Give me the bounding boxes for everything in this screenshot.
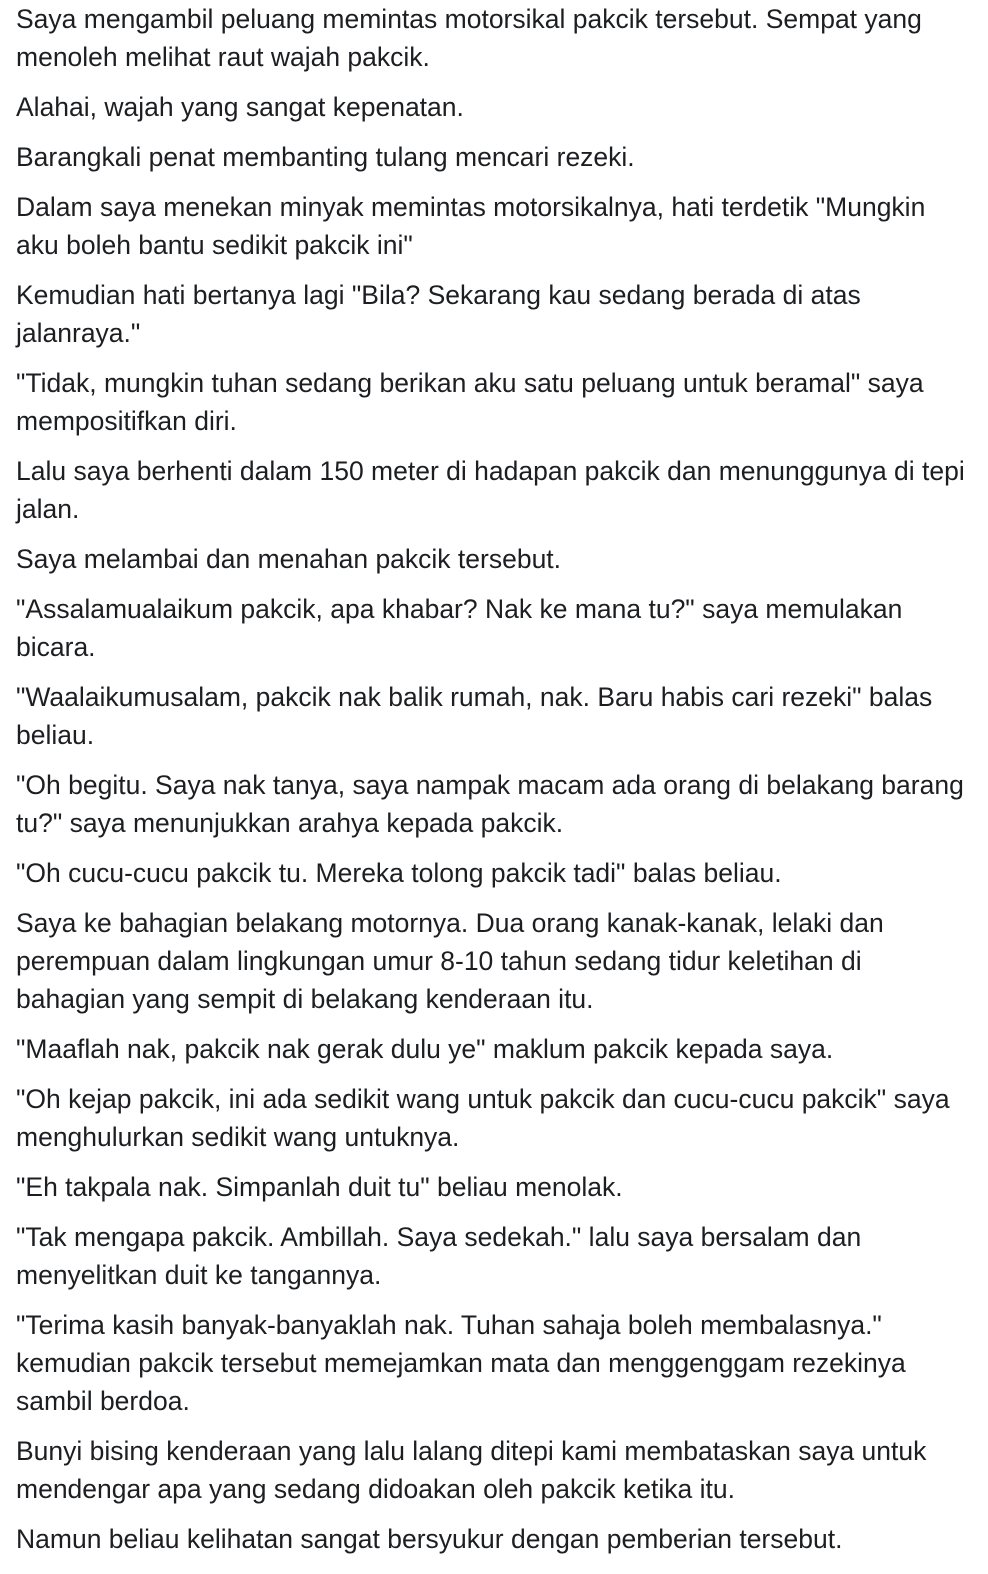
post-paragraph: "Maaflah nak, pakcik nak gerak dulu ye" maklum pakcik kepada saya.: [16, 1034, 834, 1064]
post-paragraph: Saya melambai dan menahan pakcik tersebut.: [16, 544, 562, 574]
post-paragraph: Barangkali penat membanting tulang mencari rezeki.: [16, 142, 635, 172]
post-paragraph: "Oh kejap pakcik, ini ada sedikit wang untuk pakcik dan cucu-cucu pakcik" saya menghulurkan sedikit wang untuknya.: [16, 1084, 950, 1152]
post-paragraph: Dalam saya menekan minyak memintas motorsikalnya, hati terdetik "Mungkin aku boleh bantu sedikit pakcik ini": [16, 192, 926, 260]
post-paragraph: "Tak mengapa pakcik. Ambillah. Saya sedekah." lalu saya bersalam dan menyelitkan duit ke tangannya.: [16, 1222, 862, 1290]
post-paragraph: Lalu saya berhenti dalam 150 meter di hadapan pakcik dan menunggunya di tepi jalan.: [16, 456, 965, 524]
post-paragraph: Bunyi bising kenderaan yang lalu lalang ditepi kami membataskan saya untuk mendengar apa yang sedang didoakan oleh pakcik ketika itu.: [16, 1436, 927, 1504]
post-paragraph: Kemudian hati bertanya lagi "Bila? Sekarang kau sedang berada di atas jalanraya.": [16, 280, 861, 348]
post-paragraph: Namun beliau kelihatan sangat bersyukur dengan pemberian tersebut.: [16, 1524, 843, 1554]
post-paragraph: "Oh cucu-cucu pakcik tu. Mereka tolong pakcik tadi" balas beliau.: [16, 858, 782, 888]
post-paragraph: "Terima kasih banyak-banyaklah nak. Tuhan sahaja boleh membalasnya." kemudian pakcik tersebut memejamkan mata dan menggenggam rezekinya sambil berdoa.: [16, 1310, 906, 1416]
post-paragraph: "Oh begitu. Saya nak tanya, saya nampak macam ada orang di belakang barang tu?" saya menunjukkan arahya kepada pakcik.: [16, 770, 964, 838]
post-paragraph: Saya mengambil peluang memintas motorsikal pakcik tersebut. Sempat yang menoleh melihat raut wajah pakcik.: [16, 4, 922, 72]
post-paragraph: "Tidak, mungkin tuhan sedang berikan aku satu peluang untuk beramal" saya mempositifkan diri.: [16, 368, 924, 436]
post-paragraph: "Assalamualaikum pakcik, apa khabar? Nak ke mana tu?" saya memulakan bicara.: [16, 594, 903, 662]
post-paragraph: "Eh takpala nak. Simpanlah duit tu" beliau menolak.: [16, 1172, 623, 1202]
post-paragraph: Alahai, wajah yang sangat kepenatan.: [16, 92, 464, 122]
post-paragraph: Saya ke bahagian belakang motornya. Dua orang kanak-kanak, lelaki dan perempuan dalam lingkungan umur 8-10 tahun sedang tidur keletihan di bahagian yang sempit di belakang kenderaan itu.: [16, 908, 884, 1014]
post-paragraph: "Waalaikumusalam, pakcik nak balik rumah, nak. Baru habis cari rezeki" balas beliau.: [16, 682, 933, 750]
